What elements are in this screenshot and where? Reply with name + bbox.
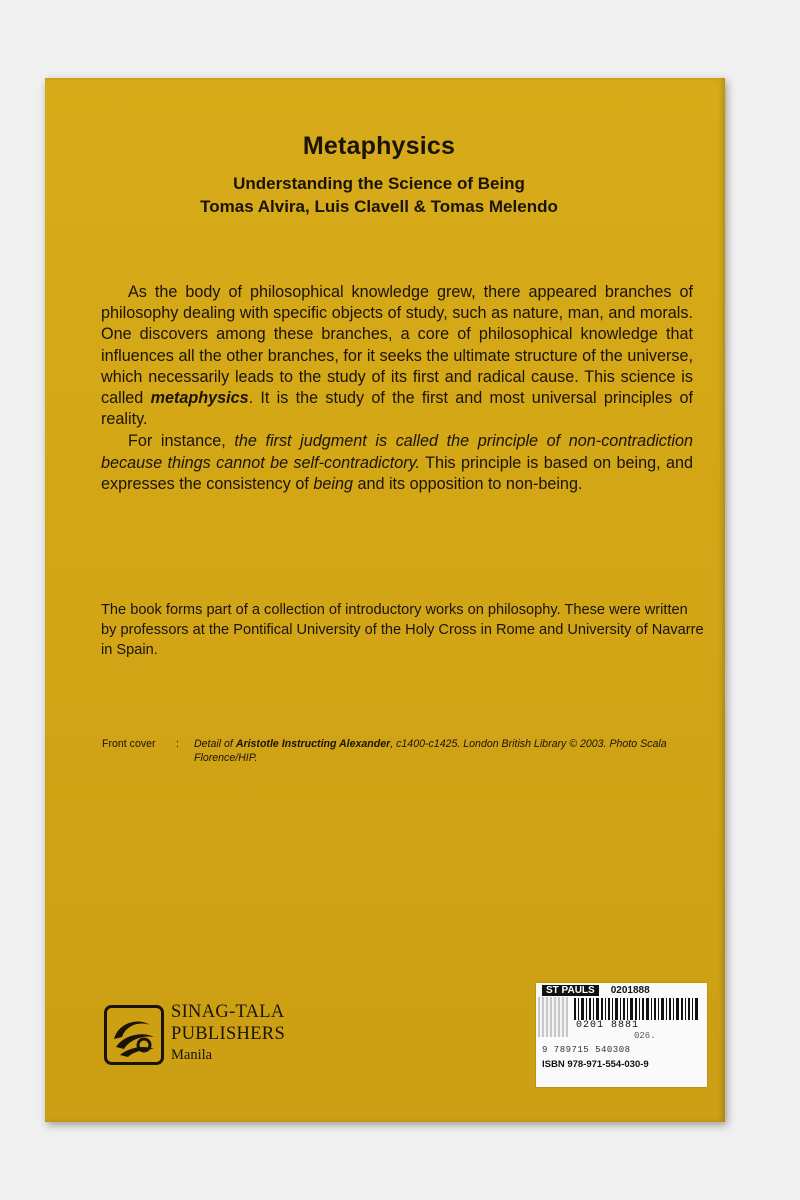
blurb-p1-emphasis: metaphysics bbox=[150, 389, 249, 408]
credit-rest: , c1400-c1425. London British Library © 2003. Photo Scala Florence/HIP. bbox=[194, 738, 667, 764]
sticker-partial-code: 026. bbox=[634, 1031, 656, 1041]
book-title: Metaphysics bbox=[302, 132, 456, 160]
sticker-barcode bbox=[574, 998, 700, 1020]
publisher-name bbox=[171, 1001, 285, 1065]
sticker-barcode-number: 0201 8881 bbox=[576, 1020, 640, 1031]
cover-credit bbox=[102, 737, 702, 765]
book-authors: Tomas Alvira, Luis Clavell & Tomas Melendo bbox=[200, 197, 558, 216]
credit-label: Front cover bbox=[102, 738, 156, 750]
credit-prefix: Detail of bbox=[194, 738, 236, 750]
blurb-p2-text-end: and its opposition to non-being. bbox=[352, 474, 583, 493]
book-subtitle-block bbox=[45, 172, 713, 218]
isbn-label: ISBN 978-971-554-030-9 bbox=[542, 1059, 649, 1070]
sticker-store-name: ST PAULS bbox=[542, 985, 599, 996]
blurb-p2-italic-being: being bbox=[313, 474, 353, 493]
blurb-p2-italic: the first judgment is called the principle of non-contradiction because things cannot be self-contradictory. bbox=[101, 432, 693, 472]
credit-artwork-title: Aristotle Instructing Alexander bbox=[235, 738, 391, 750]
price-sticker bbox=[536, 983, 707, 1087]
sticker-header bbox=[542, 985, 650, 996]
book-subtitle: Understanding the Science of Being bbox=[233, 174, 525, 193]
blurb-p1-text-end: . It is the study of the first and most universal principles of reality. bbox=[101, 389, 693, 429]
publisher-name-line1: SINAG-TALA bbox=[171, 1002, 285, 1022]
blurb-paragraph-2 bbox=[101, 431, 693, 495]
collection-note: The book forms part of a collection of introductory works on philosophy. These were written by professors at the Pontifical University of the Holy Cross in Rome and University of Navarre in Spain. bbox=[101, 602, 704, 658]
credit-separator: : bbox=[176, 738, 179, 750]
publisher-name-line2: PUBLISHERS bbox=[171, 1024, 286, 1044]
publisher-block bbox=[104, 1001, 304, 1071]
blurb-p2-text: For instance, bbox=[128, 432, 235, 451]
credit-text bbox=[194, 737, 699, 765]
publisher-city: Manila bbox=[171, 1047, 213, 1063]
publisher-logo-icon bbox=[104, 1005, 164, 1065]
blurb-paragraph-1 bbox=[101, 282, 693, 430]
blurb-p2-text-mid: This principle is based on being, and expresses the consistency of bbox=[101, 453, 694, 493]
sticker-code: 0201888 bbox=[610, 985, 650, 996]
isbn-barcode-digits: 9 789715 540308 bbox=[542, 1045, 631, 1055]
sticker-torn-barcode bbox=[538, 997, 568, 1037]
blurb-text bbox=[101, 282, 693, 495]
book-back-cover bbox=[45, 78, 725, 1122]
blurb-p1-text: As the body of philosophical knowledge grew, there appeared branches of philosophy dealing with specific objects of study, such as nature, man, and morals. One discovers among these branches, a core of philosophical knowledge that influences all the other branches, for it seeks the ultimate structure of the universe, which necessarily leads to the study of its first and radical cause. This science is called bbox=[101, 283, 693, 408]
